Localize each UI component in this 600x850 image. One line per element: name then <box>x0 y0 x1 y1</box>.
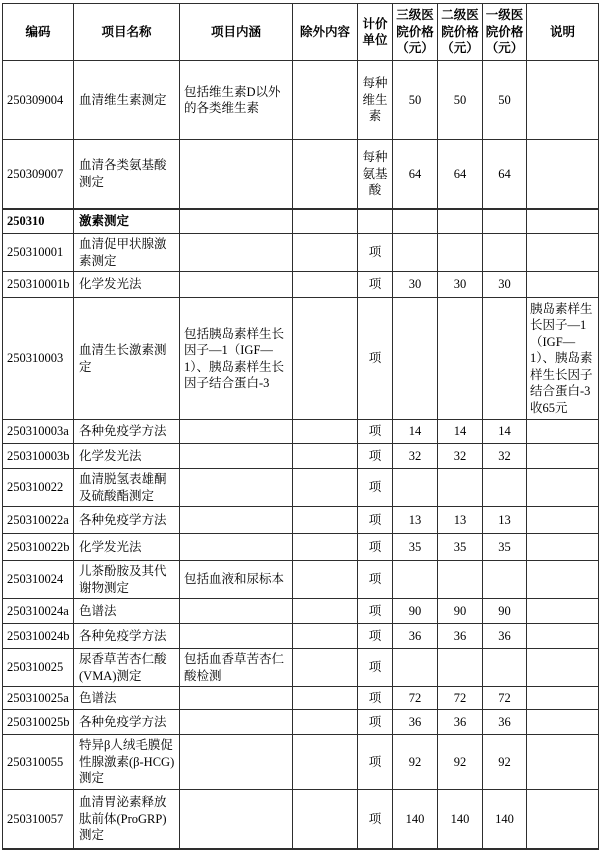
cell-code: 250310055 <box>3 735 74 790</box>
cell-item-name: 各种免疫学方法 <box>74 507 180 534</box>
col-header-code: 编码 <box>3 4 74 61</box>
cell-item-description <box>180 599 293 624</box>
cell-note <box>527 735 599 790</box>
cell-excluded-content <box>293 234 358 272</box>
cell-tier1-price <box>483 234 527 272</box>
cell-item-name: 血清促甲状腺激素测定 <box>74 234 180 272</box>
cell-item-description: 包括血液和尿标本 <box>180 561 293 599</box>
cell-item-description <box>180 789 293 849</box>
cell-tier2-price: 72 <box>438 687 483 710</box>
table-row <box>3 710 599 735</box>
cell-item-name: 激素测定 <box>74 209 180 234</box>
table-row <box>3 298 599 420</box>
cell-tier2-price: 14 <box>438 420 483 444</box>
table-row <box>3 561 599 599</box>
cell-tier3-price: 36 <box>393 624 438 649</box>
cell-tier3-price <box>393 298 438 420</box>
cell-note <box>527 507 599 534</box>
cell-code: 250310001b <box>3 272 74 298</box>
table-row <box>3 624 599 649</box>
cell-code: 250310003b <box>3 444 74 469</box>
cell-tier3-price: 36 <box>393 710 438 735</box>
table-row <box>3 209 599 234</box>
cell-item-name: 各种免疫学方法 <box>74 710 180 735</box>
cell-tier2-price: 30 <box>438 272 483 298</box>
cell-tier3-price: 140 <box>393 789 438 849</box>
cell-note <box>527 209 599 234</box>
cell-item-description <box>180 140 293 209</box>
cell-pricing-unit: 项 <box>358 298 393 420</box>
cell-code: 250310025b <box>3 710 74 735</box>
cell-tier1-price: 92 <box>483 735 527 790</box>
cell-tier3-price: 35 <box>393 534 438 561</box>
cell-item-name: 儿茶酚胺及其代谢物测定 <box>74 561 180 599</box>
col-header-tier2-price: 二级医院价格（元） <box>438 4 483 61</box>
cell-item-name: 色谱法 <box>74 687 180 710</box>
cell-note <box>527 469 599 507</box>
table-row <box>3 599 599 624</box>
cell-note: 胰岛素样生长因子—1（IGF—1）、胰岛素样生长因子结合蛋白-3收65元 <box>527 298 599 420</box>
cell-item-name: 血清维生素测定 <box>74 61 180 140</box>
cell-code: 250310022 <box>3 469 74 507</box>
cell-tier2-price: 64 <box>438 140 483 209</box>
cell-item-name: 血清脱氢表雄酮及硫酸酯测定 <box>74 469 180 507</box>
cell-item-name: 化学发光法 <box>74 534 180 561</box>
table-row <box>3 420 599 444</box>
cell-note <box>527 272 599 298</box>
cell-excluded-content <box>293 507 358 534</box>
cell-tier1-price: 72 <box>483 687 527 710</box>
cell-excluded-content <box>293 420 358 444</box>
cell-tier3-price <box>393 209 438 234</box>
cell-tier1-price <box>483 209 527 234</box>
cell-tier2-price <box>438 298 483 420</box>
cell-item-name: 化学发光法 <box>74 444 180 469</box>
cell-pricing-unit: 项 <box>358 561 393 599</box>
cell-tier3-price <box>393 561 438 599</box>
cell-pricing-unit: 项 <box>358 599 393 624</box>
cell-item-description <box>180 534 293 561</box>
cell-item-name: 血清各类氨基酸测定 <box>74 140 180 209</box>
cell-tier1-price: 140 <box>483 789 527 849</box>
cell-pricing-unit: 项 <box>358 534 393 561</box>
cell-item-description <box>180 687 293 710</box>
cell-note <box>527 599 599 624</box>
cell-tier3-price: 72 <box>393 687 438 710</box>
cell-note <box>527 687 599 710</box>
cell-excluded-content <box>293 735 358 790</box>
cell-code: 250310024b <box>3 624 74 649</box>
cell-tier2-price <box>438 209 483 234</box>
cell-excluded-content <box>293 534 358 561</box>
cell-pricing-unit: 项 <box>358 272 393 298</box>
cell-item-description: 包括维生素D以外的各类维生素 <box>180 61 293 140</box>
table-row <box>3 735 599 790</box>
cell-code: 250310024a <box>3 599 74 624</box>
cell-item-name: 各种免疫学方法 <box>74 624 180 649</box>
cell-item-name: 化学发光法 <box>74 272 180 298</box>
cell-tier3-price <box>393 234 438 272</box>
cell-item-description <box>180 209 293 234</box>
cell-item-name: 血清胃泌素释放肽前体(ProGRP)测定 <box>74 789 180 849</box>
cell-pricing-unit: 项 <box>358 687 393 710</box>
cell-item-description <box>180 507 293 534</box>
cell-tier1-price: 36 <box>483 710 527 735</box>
cell-note <box>527 624 599 649</box>
col-header-item-name: 项目名称 <box>74 4 180 61</box>
cell-excluded-content <box>293 272 358 298</box>
cell-tier1-price: 36 <box>483 624 527 649</box>
cell-note <box>527 420 599 444</box>
cell-excluded-content <box>293 61 358 140</box>
cell-pricing-unit: 项 <box>358 649 393 687</box>
table-row <box>3 234 599 272</box>
cell-code: 250310003a <box>3 420 74 444</box>
cell-item-description <box>180 420 293 444</box>
cell-excluded-content <box>293 624 358 649</box>
cell-excluded-content <box>293 789 358 849</box>
table-header <box>3 4 599 61</box>
cell-note <box>527 534 599 561</box>
cell-pricing-unit: 项 <box>358 444 393 469</box>
cell-tier3-price: 90 <box>393 599 438 624</box>
cell-tier1-price: 30 <box>483 272 527 298</box>
cell-item-description <box>180 272 293 298</box>
col-header-pricing-unit: 计价单位 <box>358 4 393 61</box>
cell-item-description: 包括血香草苦杏仁酸检测 <box>180 649 293 687</box>
cell-item-description <box>180 624 293 649</box>
cell-tier1-price: 13 <box>483 507 527 534</box>
cell-tier1-price: 35 <box>483 534 527 561</box>
table-row <box>3 444 599 469</box>
cell-item-description <box>180 234 293 272</box>
cell-item-description <box>180 444 293 469</box>
cell-pricing-unit: 项 <box>358 710 393 735</box>
cell-pricing-unit: 项 <box>358 735 393 790</box>
cell-excluded-content <box>293 710 358 735</box>
cell-code: 250310025a <box>3 687 74 710</box>
cell-tier2-price: 36 <box>438 710 483 735</box>
cell-pricing-unit: 项 <box>358 789 393 849</box>
cell-item-name: 各种免疫学方法 <box>74 420 180 444</box>
col-header-tier3-price: 三级医院价格（元） <box>393 4 438 61</box>
cell-tier3-price: 30 <box>393 272 438 298</box>
cell-tier1-price: 50 <box>483 61 527 140</box>
cell-excluded-content <box>293 209 358 234</box>
table-row <box>3 649 599 687</box>
cell-tier2-price: 92 <box>438 735 483 790</box>
cell-note <box>527 234 599 272</box>
cell-excluded-content <box>293 687 358 710</box>
cell-note <box>527 710 599 735</box>
cell-item-description <box>180 710 293 735</box>
cell-code: 250310 <box>3 209 74 234</box>
col-header-note: 说明 <box>527 4 599 61</box>
table-row <box>3 469 599 507</box>
cell-pricing-unit: 每种氨基酸 <box>358 140 393 209</box>
cell-note <box>527 140 599 209</box>
cell-code: 250310022b <box>3 534 74 561</box>
cell-tier1-price <box>483 561 527 599</box>
col-header-excluded-content: 除外内容 <box>293 4 358 61</box>
table-row <box>3 140 599 209</box>
table-row <box>3 272 599 298</box>
cell-pricing-unit: 项 <box>358 507 393 534</box>
cell-tier2-price: 36 <box>438 624 483 649</box>
cell-note <box>527 61 599 140</box>
cell-item-name: 血清生长激素测定 <box>74 298 180 420</box>
cell-item-description <box>180 469 293 507</box>
cell-code: 250310024 <box>3 561 74 599</box>
cell-pricing-unit: 项 <box>358 469 393 507</box>
cell-tier3-price: 50 <box>393 61 438 140</box>
cell-item-name: 特异β人绒毛膜促性腺激素(β-HCG)测定 <box>74 735 180 790</box>
cell-note <box>527 789 599 849</box>
cell-tier2-price <box>438 234 483 272</box>
cell-item-name: 尿香草苦杏仁酸(VMA)测定 <box>74 649 180 687</box>
cell-item-name: 色谱法 <box>74 599 180 624</box>
cell-code: 250310057 <box>3 789 74 849</box>
cell-tier3-price: 13 <box>393 507 438 534</box>
cell-tier3-price: 92 <box>393 735 438 790</box>
cell-code: 250309007 <box>3 140 74 209</box>
cell-tier1-price <box>483 469 527 507</box>
cell-tier3-price: 32 <box>393 444 438 469</box>
cell-excluded-content <box>293 140 358 209</box>
cell-code: 250310001 <box>3 234 74 272</box>
cell-tier1-price: 90 <box>483 599 527 624</box>
cell-code: 250310022a <box>3 507 74 534</box>
cell-tier2-price: 35 <box>438 534 483 561</box>
cell-tier2-price <box>438 469 483 507</box>
cell-tier1-price: 64 <box>483 140 527 209</box>
cell-tier2-price: 13 <box>438 507 483 534</box>
header-row <box>3 4 599 61</box>
cell-code: 250309004 <box>3 61 74 140</box>
col-header-item-description: 项目内涵 <box>180 4 293 61</box>
cell-note <box>527 444 599 469</box>
medical-price-table <box>2 3 599 850</box>
table-row <box>3 61 599 140</box>
cell-item-description: 包括胰岛素样生长因子—1（IGF—1）、胰岛素样生长因子结合蛋白-3 <box>180 298 293 420</box>
cell-tier3-price <box>393 649 438 687</box>
cell-item-description <box>180 735 293 790</box>
cell-tier1-price: 14 <box>483 420 527 444</box>
cell-tier2-price <box>438 561 483 599</box>
table-row <box>3 687 599 710</box>
cell-pricing-unit: 每种维生素 <box>358 61 393 140</box>
cell-tier2-price: 140 <box>438 789 483 849</box>
cell-tier2-price: 32 <box>438 444 483 469</box>
cell-tier1-price <box>483 649 527 687</box>
table-body <box>3 61 599 850</box>
cell-excluded-content <box>293 469 358 507</box>
cell-excluded-content <box>293 599 358 624</box>
cell-code: 250310025 <box>3 649 74 687</box>
cell-excluded-content <box>293 561 358 599</box>
cell-excluded-content <box>293 298 358 420</box>
cell-excluded-content <box>293 444 358 469</box>
cell-pricing-unit <box>358 209 393 234</box>
col-header-tier1-price: 一级医院价格（元） <box>483 4 527 61</box>
cell-pricing-unit: 项 <box>358 624 393 649</box>
cell-excluded-content <box>293 649 358 687</box>
cell-tier3-price <box>393 469 438 507</box>
cell-tier3-price: 14 <box>393 420 438 444</box>
table-row <box>3 507 599 534</box>
cell-note <box>527 561 599 599</box>
cell-tier1-price: 32 <box>483 444 527 469</box>
table-row <box>3 789 599 849</box>
cell-code: 250310003 <box>3 298 74 420</box>
cell-tier2-price <box>438 649 483 687</box>
cell-tier3-price: 64 <box>393 140 438 209</box>
cell-tier1-price <box>483 298 527 420</box>
cell-tier2-price: 90 <box>438 599 483 624</box>
cell-note <box>527 649 599 687</box>
cell-pricing-unit: 项 <box>358 234 393 272</box>
cell-pricing-unit: 项 <box>358 420 393 444</box>
table-row <box>3 534 599 561</box>
cell-tier2-price: 50 <box>438 61 483 140</box>
